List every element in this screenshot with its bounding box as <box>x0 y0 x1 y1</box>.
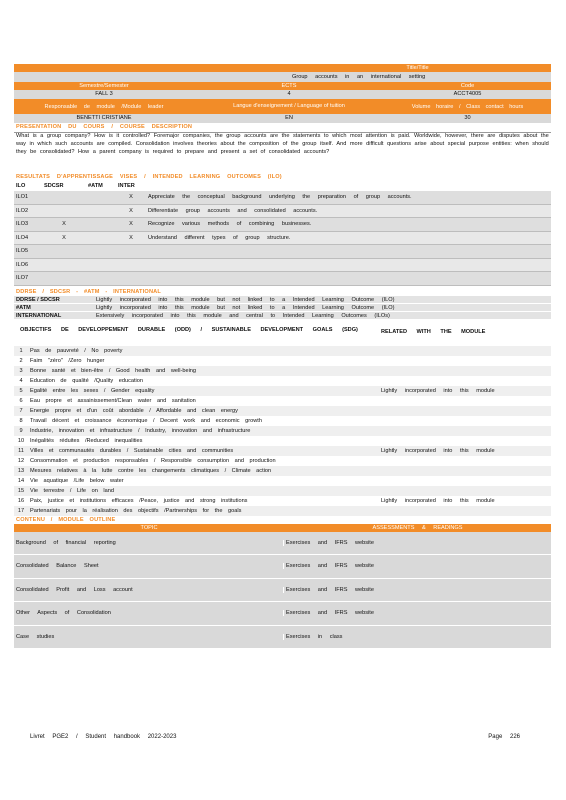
assess-label: ASSESSMENTS & READINGS <box>372 524 463 531</box>
odd-row <box>14 366 551 376</box>
outline-heading: CONTENU / MODULE OUTLINE <box>16 516 116 523</box>
code-value: ACCT4005 <box>453 91 482 97</box>
odd-text: Vie aquatique /Life below water <box>30 477 124 484</box>
legend-label: DDRSE / SDCSR <box>16 296 60 303</box>
ilo-row <box>14 191 551 205</box>
legend-heading: DDRSE / SDCSR - #ATM - INTERNATIONAL <box>16 288 162 295</box>
ilo-id: ILO4 <box>16 234 29 241</box>
page-footer <box>30 734 520 740</box>
odd-text: Inégalités réduites /Reduced inequalities <box>30 437 143 444</box>
odd-number: 17 <box>17 507 25 514</box>
legend-text: Lightly incorporated into this module but not linked to a Intended Learning Outcome (ILO) <box>96 296 395 303</box>
ilo-id: ILO6 <box>16 261 29 268</box>
outline-assess: Exercises and IFRS website <box>286 586 374 593</box>
ilo-columns <box>14 181 551 191</box>
odd-row <box>14 446 551 456</box>
title-header-row <box>14 64 551 72</box>
outline-assess: Exercises in class <box>286 633 343 640</box>
odd-row <box>14 476 551 486</box>
odd-number: 7 <box>19 407 23 414</box>
ects-label: ECTS <box>281 83 297 89</box>
odd-text: Education de qualité /Quality education <box>30 377 144 384</box>
leader-label: Responsable de module /Module leader <box>44 103 164 110</box>
odd-number: 11 <box>18 447 24 454</box>
presentation-heading: PRESENTATION DU COURS / COURSE DESCRIPTION <box>16 124 193 130</box>
leader-value-row <box>14 114 551 123</box>
ilo-id: ILO7 <box>16 275 29 282</box>
legend-row <box>14 296 551 304</box>
odd-heading: OBJECTIFS DE DEVELOPPEMENT DURABLE (ODD) / SUSTAINABLE DEVELOPMENT GOALS (SDG) <box>20 326 358 333</box>
legend-label: #ATM <box>16 304 31 311</box>
odd-number: 1 <box>19 347 23 354</box>
odd-row <box>14 386 551 396</box>
footer-page: Page 226 <box>488 734 520 740</box>
ilo-text: Understand different types of group structure. <box>148 234 291 241</box>
volume-value: 30 <box>464 115 471 121</box>
semester-label: Semestre/Semester <box>79 83 129 89</box>
ilo-row <box>14 205 551 219</box>
course-description: What is a group company? How is it controlled? Foremajor companies, the group accounts are the statements to which most attention is paid. Worldwide, however, there are disputes about the way in which such accounts are compiled. Consolidation involves theories about the composition of the group itself. And more difficult questions arise about special purpose entities: when should they be consolidated? How a parent company is required to prepare and present a set of consolidated accounts? <box>14 132 551 173</box>
odd-row <box>14 496 551 506</box>
footer-handbook: Livret PGE2 / Student handbook 2022-2023 <box>30 734 177 740</box>
odd-row <box>14 486 551 496</box>
legend-table <box>14 296 551 320</box>
odd-number: 4 <box>19 377 23 384</box>
semester-value-row <box>14 90 551 99</box>
odd-row <box>14 466 551 476</box>
odd-text: Paix, justice et institutions efficaces /Peace, justice and strong institutions <box>30 497 248 504</box>
outline-row <box>14 532 551 556</box>
odd-text: Travail décent et croissance économique / Decent work and economic growth <box>30 417 262 424</box>
ilo-table <box>14 191 551 286</box>
odd-number: 8 <box>19 417 23 424</box>
odd-number: 2 <box>19 357 23 364</box>
odd-related: Lightly incorporated into this module <box>381 447 495 454</box>
ilo-id: ILO5 <box>16 248 29 255</box>
odd-row <box>14 456 551 466</box>
outline-row <box>14 579 551 603</box>
ilo-id: ILO2 <box>16 207 29 214</box>
odd-text: Villes et communautés durables / Sustainable cities and communities <box>30 447 234 454</box>
odd-text: Faim "zéro" /Zero hunger <box>30 357 105 364</box>
ilo-inter: X <box>129 221 133 228</box>
odd-table <box>14 346 551 516</box>
odd-text: Vie terrestre / Life on land <box>30 487 114 494</box>
outline-topic: Consolidated Profit and Loss account <box>14 587 284 593</box>
odd-text: Egalité entre les sexes / Gender equality <box>30 387 155 394</box>
outline-row <box>14 626 551 650</box>
odd-number: 3 <box>19 367 23 374</box>
odd-text: Pas de pauvreté / No poverty <box>30 347 123 354</box>
outline-topic: Consolidated Balance Sheet <box>14 563 284 569</box>
ilo-inter: X <box>129 234 133 241</box>
odd-row <box>14 416 551 426</box>
legend-row <box>14 312 551 320</box>
outline-topic: Other Aspects of Consolidation <box>14 610 284 616</box>
topic-label: TOPIC <box>140 524 158 531</box>
language-label: Langue d'enseignement / Language of tuition <box>233 103 345 110</box>
ilo-text: Recognize various methods of combining businesses. <box>148 221 312 228</box>
ilo-id: ILO1 <box>16 194 29 201</box>
odd-text: Bonne santé et bien-être / Good health and well-being <box>30 367 197 374</box>
odd-number: 16 <box>17 497 25 504</box>
code-label: Code <box>460 83 475 89</box>
outline-row <box>14 555 551 579</box>
odd-text: Industrie, innovation et infrastructure / Industry, innovation and infrastructure <box>30 427 251 434</box>
ilo-row <box>14 272 551 286</box>
odd-row <box>14 346 551 356</box>
module-sheet <box>14 64 551 649</box>
outline-topic: Background of financial reporting <box>14 540 284 546</box>
ilo-col-ilo: ILO <box>16 183 26 189</box>
ilo-col-atm: #ATM <box>88 183 103 189</box>
odd-text: Consommation et production responsables / Responsible consumption and production <box>30 457 276 464</box>
semester-value: FALL 3 <box>95 91 113 97</box>
odd-row <box>14 406 551 416</box>
odd-text: Partenariats pour la réalisation des objectifs /Partnerships for the goals <box>30 507 242 514</box>
ilo-row <box>14 232 551 246</box>
legend-text: Extensively incorporated into this module and central to Intended Learning Outcomes (ILOs) <box>96 312 390 319</box>
odd-row <box>14 396 551 406</box>
odd-related: Lightly incorporated into this module <box>381 497 495 504</box>
legend-label: INTERNATIONAL <box>16 312 62 319</box>
ilo-inter: X <box>129 207 133 214</box>
title-label: Title/Title <box>406 65 429 71</box>
ilo-col-sdcsr: SDCSR <box>44 183 64 189</box>
legend-row <box>14 304 551 312</box>
outline-assess: Exercises and IFRS website <box>286 563 374 570</box>
leader-header-row <box>14 99 551 114</box>
ilo-id: ILO3 <box>16 221 29 228</box>
ilo-heading: RESULTATS D'APPRENTISSAGE VISES / INTENDED LEARNING OUTCOMES (ILO) <box>16 174 282 180</box>
outline-table <box>14 532 551 650</box>
odd-text: Energie propre et d'un coût abordable / Affordable and clean energy <box>30 407 238 414</box>
language-value: EN <box>285 115 293 121</box>
outline-row <box>14 602 551 626</box>
odd-number: 5 <box>19 387 23 394</box>
volume-label: Volume horaire / Class contact hours <box>411 103 524 110</box>
ects-value: 4 <box>287 91 291 97</box>
odd-number: 14 <box>17 477 25 484</box>
ilo-col-inter: INTER <box>118 183 135 189</box>
odd-row <box>14 506 551 516</box>
odd-related: Lightly incorporated into this module <box>381 387 495 394</box>
ilo-row <box>14 245 551 259</box>
outline-assess: Exercises and IFRS website <box>286 610 374 617</box>
leader-value: BENETTI CRISTIANE <box>76 115 132 121</box>
ilo-row <box>14 259 551 273</box>
odd-heading-row <box>14 326 551 346</box>
odd-number: 6 <box>19 397 23 404</box>
ilo-text: Appreciate the conceptual background underlying the preparation of group accounts. <box>148 194 412 201</box>
legend-text: Lightly incorporated into this module but not linked to a Intended Learning Outcome (ILO) <box>96 304 395 311</box>
odd-number: 15 <box>17 487 25 494</box>
outline-header-row <box>14 524 551 532</box>
ilo-inter: X <box>129 194 133 201</box>
semester-header-row <box>14 82 551 90</box>
outline-topic: Case studies <box>14 634 284 640</box>
odd-number: 12 <box>17 457 25 464</box>
odd-row <box>14 426 551 436</box>
odd-row <box>14 376 551 386</box>
odd-number: 10 <box>17 437 25 444</box>
odd-text: Mesures relatives à la lutte contre les changements climatiques / Climate action <box>30 467 272 474</box>
odd-related-heading: RELATED WITH THE MODULE <box>381 328 486 335</box>
ilo-sdcsr: X <box>62 234 66 241</box>
module-title: Group accounts in an international setting <box>292 74 426 80</box>
ilo-text: Differentiate group accounts and consolidated accounts. <box>148 207 318 214</box>
ilo-sdcsr: X <box>62 221 66 228</box>
title-value-row <box>14 72 551 82</box>
ilo-row <box>14 218 551 232</box>
odd-number: 9 <box>19 427 23 434</box>
odd-number: 13 <box>17 467 25 474</box>
odd-row <box>14 436 551 446</box>
odd-row <box>14 356 551 366</box>
outline-assess: Exercises and IFRS website <box>286 539 374 546</box>
odd-text: Eau propre et assainissement/Clean water and sanitation <box>30 397 196 404</box>
